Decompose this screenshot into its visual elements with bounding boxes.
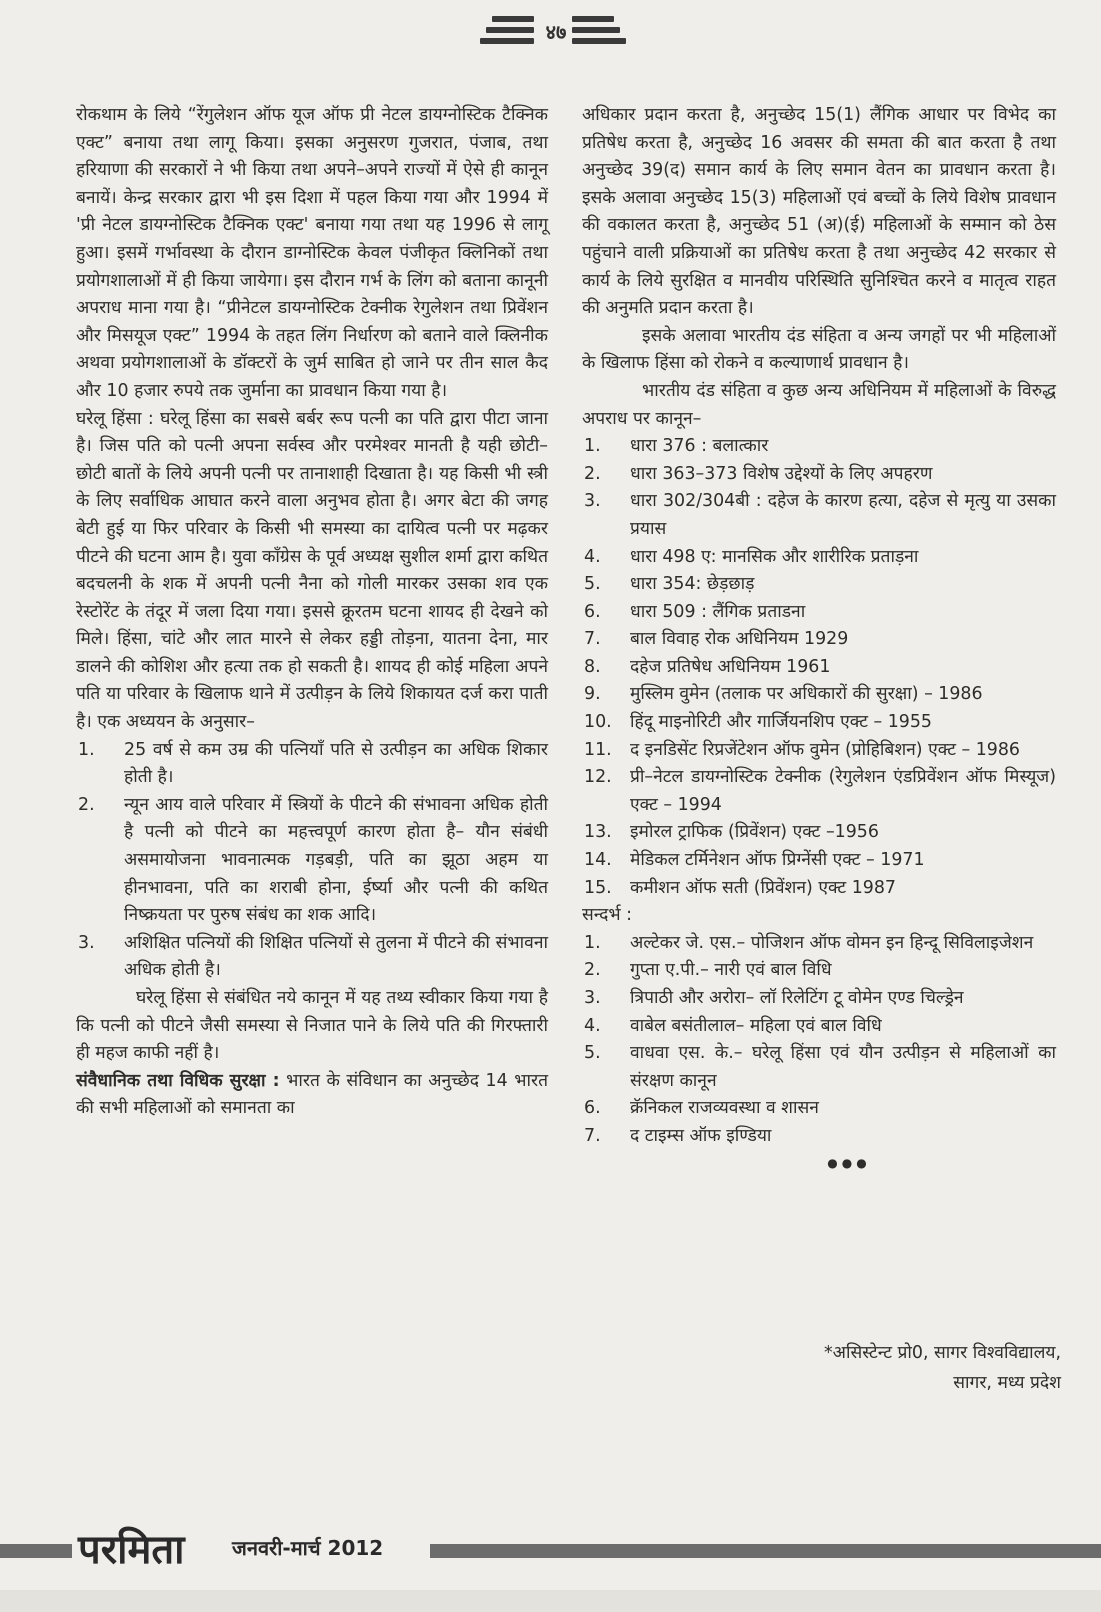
references-list [582,930,1056,1151]
reference-item: 3. त्रिपाठी और अरोरा– लॉ रिलेटिंग टू वोमेन एण्ड चिल्ड्रेन [584,988,964,1008]
bottom-strip [0,1590,1101,1612]
issue-date: जनवरी-मार्च 2012 [232,1536,384,1560]
list-item: 15. कमीशन ऑफ सती (प्रिवेंशन) एक्ट 1987 [584,877,896,898]
page-number: ४७ [545,20,567,44]
list-item: 7. बाल विवाह रोक अधिनियम 1929 [584,629,849,650]
list-item: 3. धारा 302/304बी : दहेज के कारण हत्या, दहेज से मृत्यु या उसका प्रयास [584,491,1056,539]
paragraph-articles: अधिकार प्रदान करता है, अनुच्छेद 15(1) लैंगिक आधार पर विभेद का प्रतिषेध करता है, अनुच्छेद 16 अवसर की समता की बात करता है तथा अनुच्छेद 39(द) समान कार्य के लिए समान वेतन का प्रावधान करता है। इसके अलावा अनुच्छेद 15(3) महिलाओं एवं बच्चों के लिये विशेष प्रावधान की वकालत करता है, अनुच्छेद 51 (अ)(ई) महिलाओं के सम्मान को ठेस पहुंचाने वाली प्रक्रियाओं का प्रतिषेध करता है तथा अनुच्छेद 42 सरकार से कार्य के लिये सुरक्षित व मानवीय परिस्थिति सुनिश्चित करने व मातृत्व राहत की अनुमति प्रदान करता है। [582,105,1056,319]
list-item: 13. इमोरल ट्राफिक (प्रिवेंशन) एक्ट –1956 [584,822,879,843]
affiliation-line-1: *असिस्टेन्ट प्रो0, सागर विश्वविद्यालय, [823,1343,1061,1363]
magazine-logo: परमिता [78,1526,185,1573]
list-item: 4. धारा 498 ए: मानसिक और शारीरिक प्रताड़ना [584,546,919,567]
list-item: 12. प्री–नेटल डायग्नोस्टिक टेक्नीक (रेगुलेशन एंडप्रिवेंशन ऑफ मिस्यूज) एक्ट – 1994 [584,767,1056,815]
end-separator: ●●● [827,1155,871,1170]
reference-item: 2. गुप्ता ए.पी.– नारी एवं बाल विधि [584,960,832,981]
right-column [582,102,1056,1175]
list-item: 1. 25 वर्ष से कम उम्र की पत्नियाँ पति से उत्पीड़न का अधिक शिकार होती है। [78,739,548,788]
paragraph-ipc: इसके अलावा भारतीय दंड संहिता व अन्य जगहों पर भी महिलाओं के खिलाफ हिंसा को रोकने व कल्याणार्थ प्रावधान है। [582,325,1056,374]
list-item: 10. हिंदू माइनोरिटी और गार्जियनशिप एक्ट – 1955 [584,712,932,733]
list-item: 3. अशिक्षित पत्नियों की शिक्षित पत्नियों से तुलना में पीटने की संभावना अधिक होती है। [78,932,548,981]
reference-item: 7. द टाइम्स ऑफ इण्डिया [584,1125,772,1146]
page-footer [0,1520,1101,1576]
left-column [76,102,548,1123]
author-affiliation [641,1338,1061,1398]
header-ornament-left [478,12,542,48]
list-item: 5. धारा 354: छेड़छाड़ [584,574,755,595]
footer-bar-right [430,1544,1101,1558]
list-item: 9. मुस्लिम वुमेन (तलाक पर अधिकारों की सुरक्षा) – 1986 [584,684,983,705]
list-item: 2. धारा 363–373 विशेष उद्देश्यों के लिए अपहरण [584,463,933,484]
list-item: 11. द इनडिसेंट रिप्रजेंटेशन ऑफ वुमेन (प्रोहिबिशन) एक्ट – 1986 [584,739,1020,760]
list-item: 2. न्यून आय वाले परिवार में स्त्रियों के पीटने की संभावना अधिक होती है पत्नी को पीटने का महत्त्वपूर्ण कारण होता है– यौन संबंधी असमायोजना भावनात्मक गड़बड़ी, पति का झूठा अहम या हीनभावना, पति का शराबी होना, ईर्ष्या और पत्नी की कथित निष्क्रयता पर पुरुष संबंध का शक आदि। [78,794,548,926]
paragraph-constitutional: संवैधानिक तथा विधिक सुरक्षा : भारत के संविधान का अनुच्छेद 14 भारत की सभी महिलाओं को समानता का [76,1070,548,1119]
header-ornament-right [572,12,636,48]
reference-item: 5. वाधवा एस. के.– घरेलू हिंसा एवं यौन उत्पीड़न से महिलाओं का संरक्षण कानून [584,1043,1056,1091]
footer-bar-left [0,1544,72,1558]
list-item: 8. दहेज प्रतिषेध अधिनियम 1961 [584,656,831,677]
reference-item: 1. अल्टेकर जे. एस.– पोजिशन ऑफ वोमन इन हिन्दू सिविलाइजेशन [584,932,1034,953]
study-findings-list [76,737,548,985]
references-title: सन्दर्भ : [582,905,632,926]
affiliation-line-2: सागर, मध्य प्रदेश [953,1373,1061,1393]
list-item: 1. धारा 376 : बलात्कार [584,436,769,457]
paragraph-new-law: घरेलू हिंसा से संबंधित नये कानून में यह तथ्य स्वीकार किया गया है कि पत्नी को पीटने जैसी समस्या से निजात पाने के लिये पति की गिरफ्तारी ही महज काफी नहीं है। [76,988,548,1064]
paragraph-pndt-act: रोकथाम के लिये “रेंगुलेशन ऑफ यूज ऑफ प्री नेटल डायग्नोस्टिक टैक्निक एक्ट” बनाया तथा लागू किया। इसका अनुसरण गुजरात, पंजाब, तथा हरियाणा की सरकारों ने भी किया तथा अपने–अपने राज्यों में ऐसे ही कानून बनायें। केन्द्र सरकार द्वारा भी इस दिशा में पहल किया गया और 1994 में 'प्री नेटल डायग्नोस्टिक टैक्निक एक्ट' बनाया गया तथा यह 1996 से लागू हुआ। इसमें गर्भावस्था के दौरान डाग्नोस्टिक केवल पंजीकृत क्लिनिकों तथा प्रयोगशालाओं में ही किया जायेगा। इस दौरान गर्भ के लिंग को बताना कानूनी अपराध माना गया है। “प्रीनेटल डायग्नोस्टिक टेक्नीक रेगुलेशन तथा प्रिवेंशन और मिसयूज एक्ट” 1994 के तहत लिंग निर्धारण को बताने वाले क्लिनीक अथवा प्रयोगशालाओं के डॉक्टरों के जुर्म साबित हो जाने पर तीन साल कैद और 10 हजार रुपये तक जुर्माना का प्रावधान किया गया है। [76,105,548,401]
list-item: 6. धारा 509 : लैंगिक प्रताडना [584,601,806,622]
list-item: 14. मेडिकल टर्मिनेशन ऑफ प्रिग्नेंसी एक्ट – 1971 [584,850,925,871]
paragraph-laws-intro: भारतीय दंड संहिता व कुछ अन्य अधिनियम में महिलाओं के विरुद्ध अपराध पर कानून– [582,380,1056,429]
reference-item: 4. वाबेल बसंतीलाल– महिला एवं बाल विधि [584,1015,882,1036]
section-heading: संवैधानिक तथा विधिक सुरक्षा : [76,1070,280,1091]
reference-item: 6. क्रॅनिकल राजव्यवस्था व शासन [584,1098,819,1119]
page-header [0,8,1101,56]
paragraph-domestic-violence: घरेलू हिंसा : घरेलू हिंसा का सबसे बर्बर रूप पत्नी का पति द्वारा पीटा जाना है। जिस पति को पत्नी अपना सर्वस्व और परमेश्वर मानती है यही छोटी–छोटी बातों के लिये अपनी पत्नी पर तानाशाही दिखाता है। यह किसी भी स्त्री के लिए सर्वाधिक आघात करने वाला अनुभव होता है। अगर बेटा की जगह बेटी हुई या फिर परिवार के किसी भी समस्या का दायित्व पत्नी पर मढ़कर पीटने की घटना आम है। युवा कॉंग्रेस के पूर्व अध्यक्ष सुशील शर्मा द्वारा कथित बदचलनी के शक में अपनी पत्नी नैना को गोली मारकर उसका शव एक रेस्टोरेंट के तंदूर में जला दिया गया। इससे क्रूरतम घटना शायद ही देखने को मिले। हिंसा, चांटे और लात मारने से लेकर हड्डी तोड़ना, यातना देना, मार डालने की कोशिश और हत्या तक हो सकती है। शायद ही कोई महिला अपने पति या परिवार के खिलाफ थाने में उत्पीड़न के लिये शिकायत दर्ज करा पाती है। एक अध्ययन के अनुसार– [76,408,548,733]
laws-list [582,433,1056,902]
